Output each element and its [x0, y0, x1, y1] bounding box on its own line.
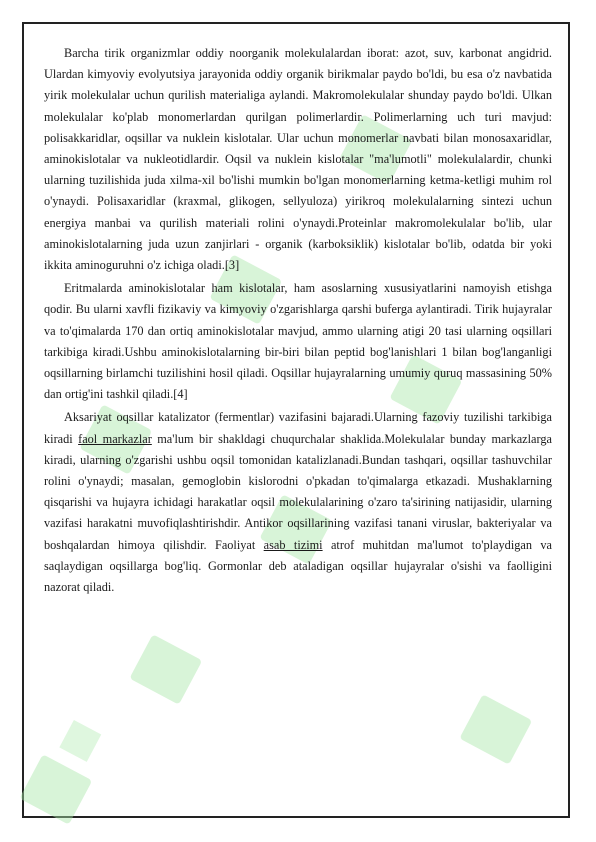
asab-tizimi-link[interactable]: asab tizimi	[263, 537, 323, 552]
paragraph-3-part-2: ma'lum bir shakldagi chuqurchalar shaklida.Molekulalar bunday markazlarga kiradi, ularning o'zgarishi ushbu oqsil tomonidan katalizlanadi.Bundan tashqari, oqsillar tashuvchilar rolini o'ynaydi; masalan, gemoglobin kislorodni o'pkadan to'qimalarga etkazadi. Mushaklarning qisqarishi va hujayra ichidagi harakatlar oqsil molekulalarining o'zaro ta'sirining natijasidir, ularning vazifasi harakatni muvofiqlashtirishdir. Antikor oqsillarining vazifasi tanani viruslar, bakteriyalar va boshqalardan himoya qilishdir. Faoliyat	[44, 431, 552, 552]
paragraph-3-part-1: Aksariyat oqsillar katalizator (fermentlar) vazifasini bajaradi.Ularning fazoviy tuzilishi tarkibiga kiradi	[44, 410, 552, 446]
paragraph-1: Barcha tirik organizmlar oddiy noorganik molekulalardan iborat: azot, suv, karbonat angidrid. Ulardan kimyoviy evolyutsiya jarayonida oddiy organik birikmalar paydo bo'ldi, bu esa o'z navbatida yirik molekulalar uchun qurilish materialiga aylandi. Makromolekulalar shunday paydo bo'ldi. Ulkan molekulalar ko'plab monomerlardan qurilgan polimerlardir. Polimerlarning uch turi mavjud: polisakkaridlar, oqsillar va nuklein kislotalar. Ular uchun monomerlar navbati bilan monosaxaridlar, aminokislotalar va nukleotidlardir. Oqsil va nuklein kislotalar "ma'lumotli" molekulalardir, chunki ularning tuzilishida juda xilma-xil bo'lishi mumkin bo'lgan monomerlarning ketma-ketligi muhim rol o'ynaydi. Polisaxaridlar (kraxmal, glikogen, sellyuloza) yirikroq molekulalarning sintezi uchun energiya manbai va qurilish materiali rolini o'ynaydi.Proteinlar makromolekulalar bo'lib, ular aminokislotalarning juda uzun zanjirlari - organik (karboksiklik) kislotalar bo'lib, odatda bir yoki ikkita aminoguruhni o'z ichiga oladi.[3]	[44, 46, 552, 273]
paragraph-3-part-3: atrof muhitdan ma'lumot to'playdigan va saqlaydigan oqsillarga bog'liq. Gormonlar deb ataladigan oqsillar hujayralar o'sishi va faolligini nazorat qiladi.	[44, 537, 552, 595]
paragraph-2: Eritmalarda aminokislotalar ham kislotalar, ham asoslarning xususiyatlarini namoyish etishga qodir. Bu ularni xavfli fizikaviy va kimyoviy o'zgarishlarga qarshi buferga aylantiradi. Tirik hujayralar va to'qimalarda 170 dan ortiq aminokislotalar mavjud, ammo ularning atigi 20 tasi ularning oqsillari tarkibiga kiradi.Ushbu aminokislotalarning bir-biri bilan peptid bog'lanishlari 1 bilan bog'langanligi oqsillarning birlamchi tuzilishini hosil qiladi. Oqsillar hujayralarning umumiy quruq massasining 50% dan ortig'ini tashkil qiladi.[4]	[44, 281, 552, 402]
svg-text:■: ■	[36, 705, 119, 774]
document-body	[44, 43, 552, 598]
faol-markazlar-link[interactable]: faol markazlar	[78, 431, 152, 446]
paragraph-3	[44, 407, 552, 598]
